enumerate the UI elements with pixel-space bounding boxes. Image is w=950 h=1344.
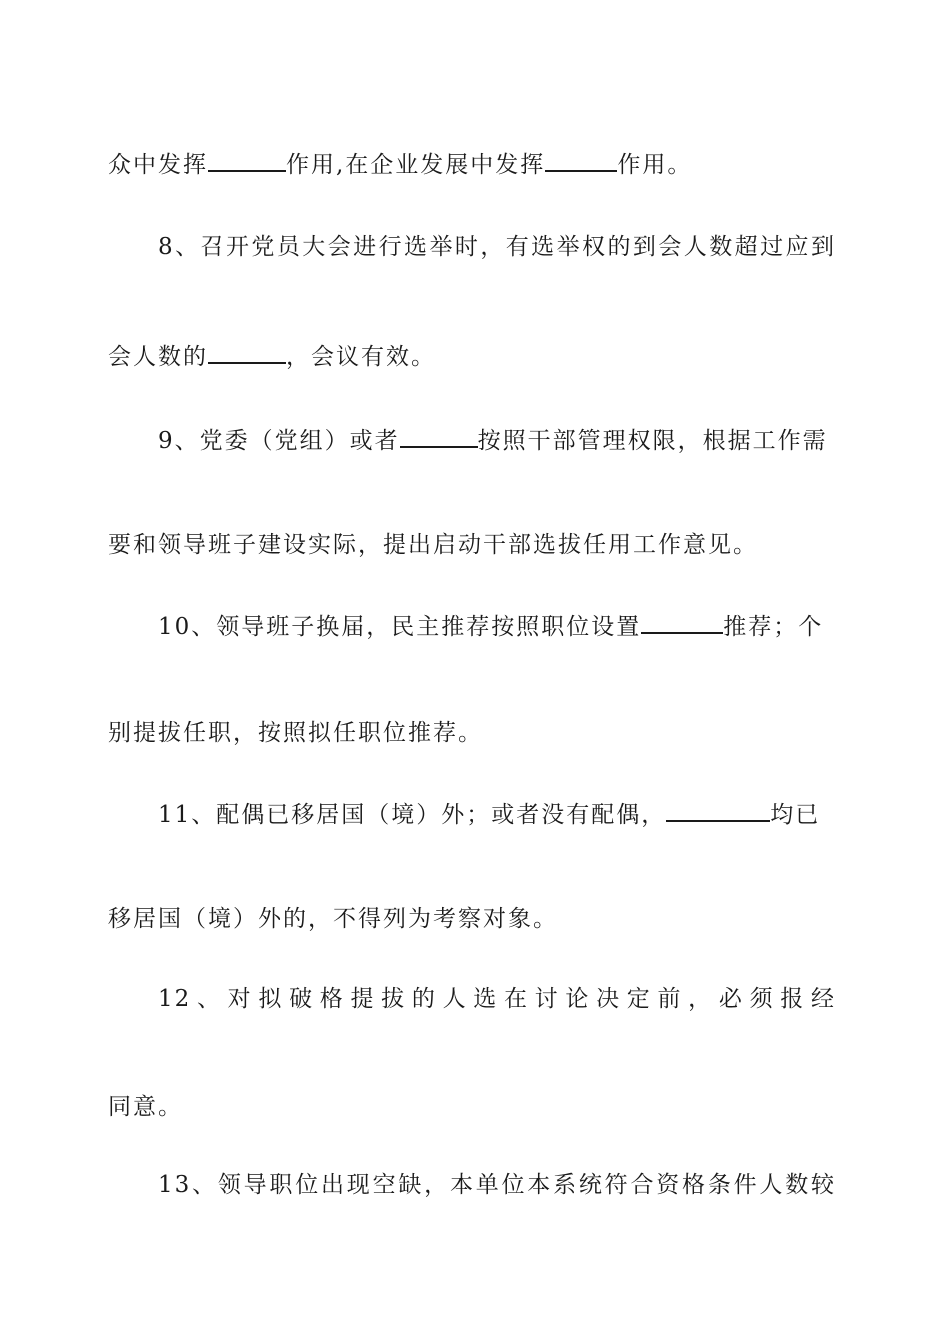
- text-line-10: [158, 984, 836, 1014]
- line-6-part-b: 推荐；个: [723, 614, 824, 640]
- question-8-line-1: 8、召开党员大会进行选举时，有选举权的到会人数超过应到: [158, 234, 836, 260]
- text-line-9: [108, 904, 836, 934]
- text-line-8: [158, 798, 836, 830]
- fill-blank: [666, 798, 770, 822]
- question-13-line-1: 13、领导职位出现空缺，本单位本系统符合资格条件人数较: [158, 1172, 836, 1198]
- fill-blank: [545, 148, 617, 172]
- line-4-part-b: 按照干部管理权限，根据工作需: [477, 428, 828, 454]
- question-10-line-2: 别提拔任职，按照拟任职位推荐。: [108, 720, 483, 746]
- text-line-7: [108, 718, 836, 748]
- text-line-1: [108, 148, 836, 180]
- text-line-5: [108, 530, 836, 560]
- text-line-3: [108, 340, 836, 372]
- line-1-part-b: 作用,在企业发展中发挥: [286, 152, 546, 178]
- fill-blank: [208, 340, 286, 364]
- line-6-part-a: 10、领导班子换届，民主推荐按照职位设置: [158, 614, 642, 640]
- fill-blank: [400, 424, 478, 448]
- line-4-part-a: 9、党委（党组）或者: [158, 428, 400, 454]
- question-9-line-2: 要和领导班子建设实际，提出启动干部选拔任用工作意见。: [108, 532, 758, 558]
- text-line-12: [158, 1170, 836, 1200]
- question-12-line-1: 12、对拟破格提拔的人选在讨论决定前，必须报经: [158, 986, 836, 1012]
- line-3-part-a: 会人数的: [108, 344, 208, 370]
- text-line-6: [158, 610, 836, 642]
- fill-blank: [641, 610, 723, 634]
- question-12-line-2: 同意。: [108, 1094, 183, 1120]
- line-8-part-a: 11、配偶已移居国（境）外；或者没有配偶，: [158, 802, 667, 828]
- line-8-part-b: 均已: [770, 802, 821, 828]
- text-line-2: [158, 232, 836, 262]
- text-line-4: [158, 424, 836, 456]
- line-1-part-c: 作用。: [617, 152, 693, 178]
- line-1-part-a: 众中发挥: [108, 152, 208, 178]
- question-11-line-2: 移居国（境）外的，不得列为考察对象。: [108, 906, 558, 932]
- text-line-11: [108, 1092, 836, 1122]
- line-3-part-b: ，会议有效。: [286, 344, 436, 370]
- fill-blank: [208, 148, 286, 172]
